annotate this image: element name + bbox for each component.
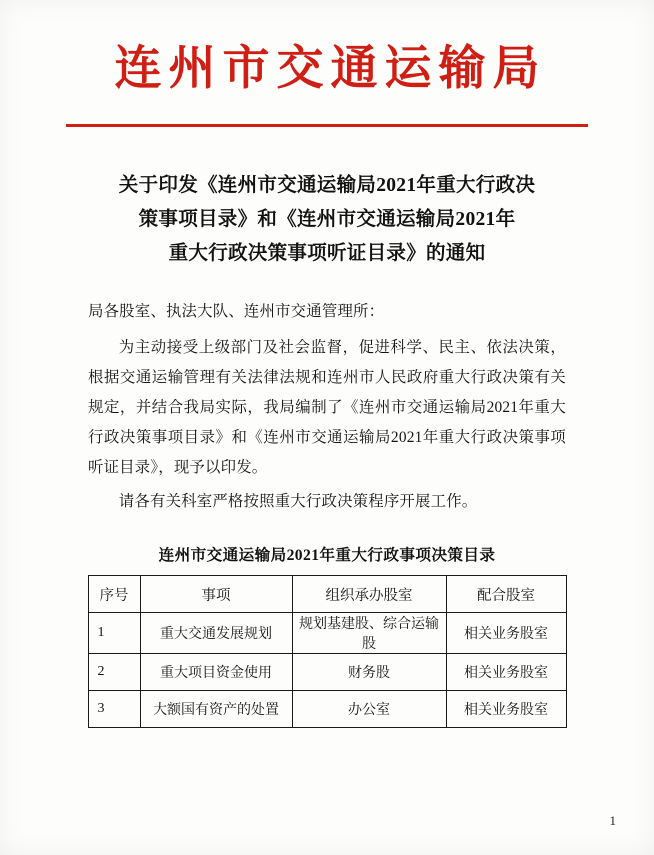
table-cell-index: 2 bbox=[88, 654, 140, 691]
salutation-line: 局各股室、执法大队、连州市交通管理所： bbox=[88, 303, 385, 321]
table-row bbox=[88, 613, 566, 654]
body-paragraph-2: 请各有关科室严格按照重大行政决策程序开展工作。 bbox=[118, 493, 478, 511]
body-paragraph-1: 为主动接受上级部门及社会监督，促进科学、民主、依法决策，根据交通运输管理有关法律法规和连州市人民政府重大行政决策有关规定，并结合我局实际，我局编制了《连州市交通运输局2021年重大行政决策事项目录》和《连州市交通运输局2021年重大行政决策事项听证目录》，现予以印发。 bbox=[88, 339, 566, 477]
table-caption: 连州市交通运输局2021年重大行政事项决策目录 bbox=[158, 547, 496, 565]
document-body bbox=[88, 297, 566, 517]
table-cell-support: 相关业务股室 bbox=[446, 613, 566, 654]
document-title-line-1: 关于印发《连州市交通运输局2021年重大行政决 bbox=[118, 175, 536, 197]
table-cell-matter: 重大交通发展规划 bbox=[140, 613, 292, 654]
table-cell-support: 相关业务股室 bbox=[446, 691, 566, 728]
table-header-matter: 事项 bbox=[140, 576, 292, 613]
table-cell-organizer: 财务股 bbox=[292, 654, 446, 691]
page-number: 1 bbox=[609, 813, 616, 828]
decision-matters-table bbox=[88, 575, 567, 728]
table-header-index: 序号 bbox=[88, 576, 140, 613]
document-title-line-3: 重大行政决策事项听证目录》的通知 bbox=[168, 243, 486, 265]
table-cell-matter: 大额国有资产的处置 bbox=[140, 691, 292, 728]
table-header-organizer: 组织承办股室 bbox=[292, 576, 446, 613]
document-header bbox=[0, 0, 654, 127]
organization-title: 连州市交通运输局 bbox=[114, 43, 547, 95]
table-row bbox=[88, 691, 566, 728]
red-divider-rule bbox=[66, 124, 588, 127]
table-cell-organizer: 办公室 bbox=[292, 691, 446, 728]
table-cell-index: 3 bbox=[88, 691, 140, 728]
table-row bbox=[88, 654, 566, 691]
table-header-support: 配合股室 bbox=[446, 576, 566, 613]
document-title bbox=[92, 169, 562, 271]
table-cell-support: 相关业务股室 bbox=[446, 654, 566, 691]
table-cell-index: 1 bbox=[88, 613, 140, 654]
table-header-row bbox=[88, 576, 566, 613]
table-cell-organizer: 规划基建股、综合运输股 bbox=[292, 613, 446, 654]
table-cell-matter: 重大项目资金使用 bbox=[140, 654, 292, 691]
document-title-line-2: 策事项目录》和《连州市交通运输局2021年 bbox=[138, 209, 516, 231]
